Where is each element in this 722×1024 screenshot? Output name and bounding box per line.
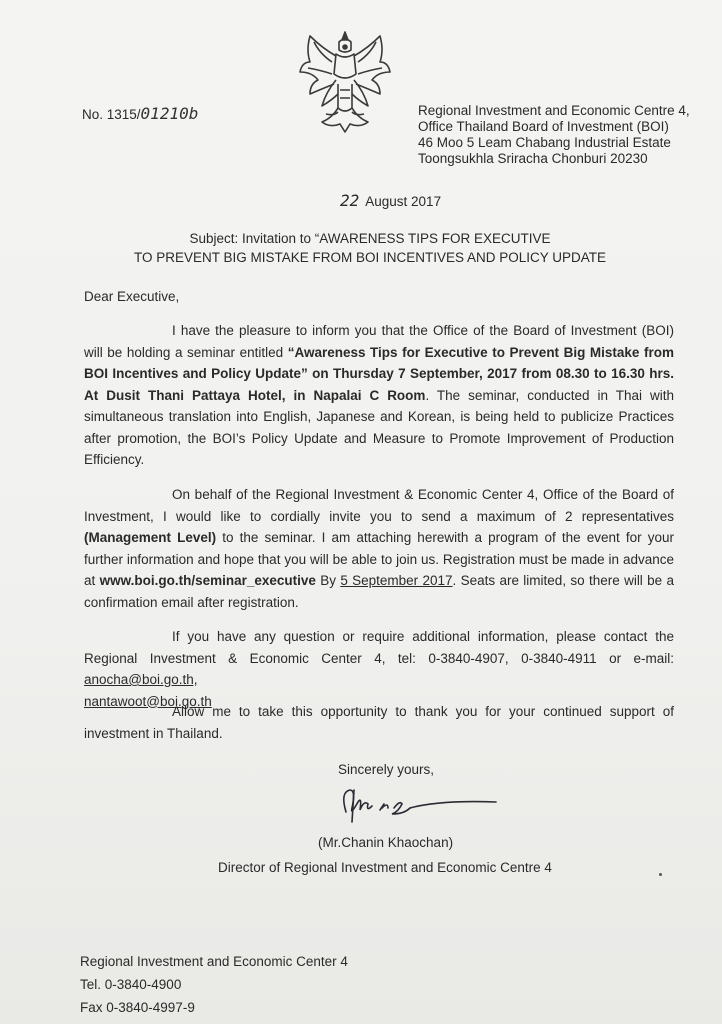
contact-email-link[interactable]: anocha@boi.go.th, bbox=[84, 672, 198, 687]
address-line: Regional Investment and Economic Centre 4, bbox=[418, 103, 690, 118]
footer-contact bbox=[80, 950, 348, 1019]
signer-name: (Mr.Chanin Khaochan) bbox=[318, 835, 454, 850]
reference-prefix: No. 1315/ bbox=[82, 107, 141, 122]
paragraph-text: . Seats are limited, so there will be a confirmation email after registration. bbox=[84, 573, 674, 610]
footer-line: Regional Investment and Economic Center 4 bbox=[80, 954, 348, 969]
address-line: Toongsukhla Sriracha Chonburi 20230 bbox=[418, 151, 648, 166]
paragraph-text: I have the pleasure to inform you that the Office of the Board of Investment (BOI) will be holding a seminar entitled bbox=[84, 323, 674, 360]
subject-line: TO PREVENT BIG MISTAKE FROM BOI INCENTIVES AND POLICY UPDATE bbox=[133, 250, 607, 265]
footer-line: Tel. 0-3840-4900 bbox=[80, 977, 182, 992]
registration-deadline: 5 September 2017 bbox=[340, 573, 453, 588]
paragraph-text: On behalf of the Regional Investment & Economic Center 4, Office of the Board of Investment, I would like to cordially invite you to send a maximum of 2 representatives bbox=[84, 487, 674, 524]
address-line: Office Thailand Board of Investment (BOI) bbox=[418, 119, 669, 134]
date-month-year: August 2017 bbox=[365, 194, 442, 209]
signer-title: Director of Regional Investment and Economic Centre 4 bbox=[218, 860, 552, 875]
footer-line: Fax 0-3840-4997-9 bbox=[80, 1000, 195, 1015]
closing: Sincerely yours, bbox=[338, 762, 435, 777]
address-line: 46 Moo 5 Leam Chabang Industrial Estate bbox=[418, 135, 671, 150]
seminar-title-bold: “Awareness Tips for Executive to Prevent Big Mistake from BOI Incentives and Policy Update” on Thursday 7 September, 2017 from 08.30 to 16.30 hrs. At Dusit Thani Pattaya Hotel, in Napalai C Room bbox=[84, 344, 674, 403]
paragraph-text: Allow me to take this opportunity to thank you for your continued support of investment in Thailand. bbox=[84, 704, 674, 741]
garuda-emblem-icon bbox=[296, 28, 394, 134]
paragraph-contact bbox=[84, 626, 674, 712]
contact-email-link[interactable]: nantawoot@boi.go.th bbox=[84, 693, 212, 709]
sender-address bbox=[418, 103, 690, 167]
signature-icon bbox=[330, 782, 500, 826]
management-level-bold: (Management Level) bbox=[84, 530, 217, 545]
salutation: Dear Executive, bbox=[84, 289, 180, 304]
letter-date bbox=[340, 191, 441, 210]
reference-number bbox=[82, 104, 198, 123]
paragraph-text: If you have any question or require additional information, please contact the Regional Investment & Economic Center 4, tel: 0-3840-4907, 0-3840-4911 or e-mail: bbox=[84, 629, 674, 666]
reference-handwritten: 01210b bbox=[140, 104, 199, 123]
subject-line: Subject: Invitation to “AWARENESS TIPS FOR EXECUTIVE bbox=[189, 231, 551, 246]
paragraph-text: By bbox=[315, 573, 341, 588]
date-day-handwritten: 22 bbox=[340, 191, 360, 210]
ink-speck bbox=[659, 873, 662, 876]
paragraph-text: . The seminar, conducted in Thai with simultaneous translation into English, Japanese and Korean, is being held to publicize Practices after promotion, the BOI’s Policy Update and Measure to Promote Improvement of Production Efficiency. bbox=[84, 387, 674, 467]
paragraph-text: to the seminar. I am attaching herewith a program of the event for your further information and hope that you will be able to join us. Registration must be made in advance at bbox=[84, 530, 674, 588]
registration-url[interactable]: www.boi.go.th/seminar_executive bbox=[99, 573, 316, 588]
paragraph-seminar-info bbox=[84, 320, 674, 471]
paragraph-thanks bbox=[84, 701, 674, 744]
paragraph-invitation bbox=[84, 484, 674, 613]
subject bbox=[90, 229, 650, 267]
